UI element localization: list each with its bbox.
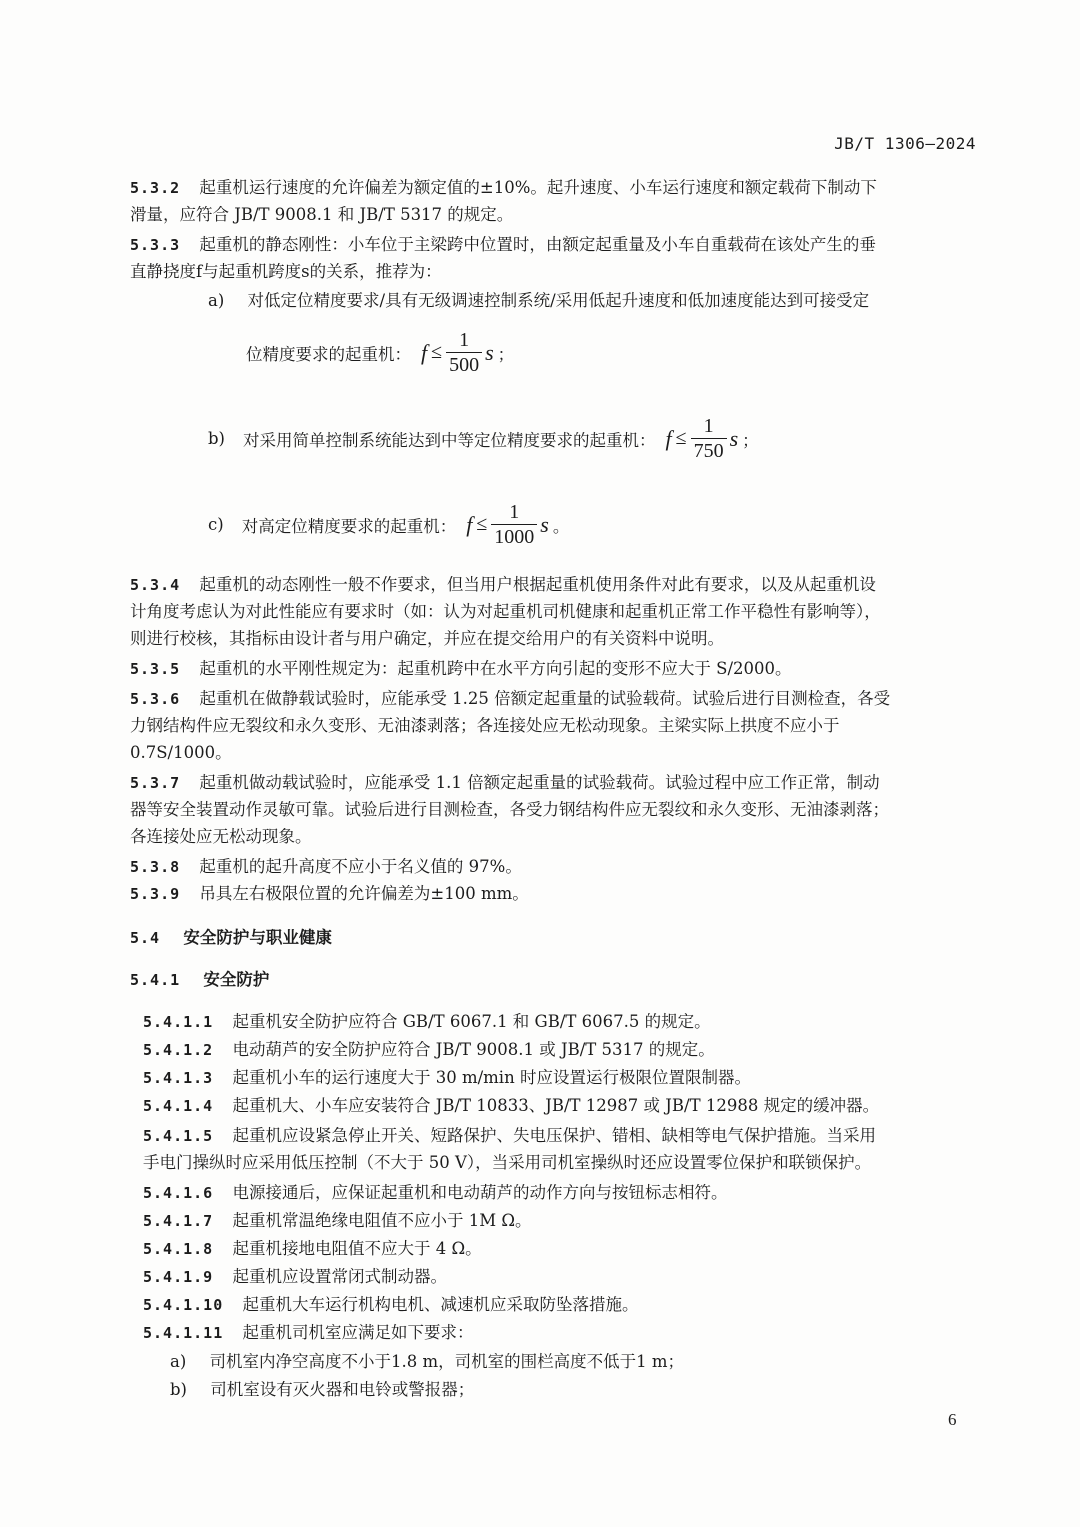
section-number: 5.4.1 (130, 971, 181, 989)
clause-number: 5.3.8 (130, 858, 181, 876)
clause-number: 5.3.4 (130, 576, 181, 594)
span-symbol: s (485, 339, 494, 365)
section-heading-5-4 (130, 927, 332, 949)
clause-5-4-1-9 (143, 1266, 447, 1288)
clause-text: 起重机的静态刚性：小车位于主梁跨中位置时，由额定起重量及小车自重载荷在该处产生的垂 (199, 235, 876, 254)
clause-5-4-1-8 (143, 1238, 482, 1260)
list-item-b (170, 1379, 474, 1401)
numerator: 1 (509, 501, 520, 523)
clause-text: 起重机安全防护应符合 GB/T 6067.1 和 GB/T 6067.5 的规定。 (232, 1012, 711, 1031)
formula-b (208, 414, 759, 463)
leq-symbol: ≤ (476, 513, 488, 535)
formula-end: 。 (552, 516, 570, 536)
formula-prefix: 对采用简单控制系统能达到中等定位精度要求的起重机： (243, 430, 656, 450)
clause-number: 5.4.1.2 (143, 1041, 214, 1059)
clause-number: 5.4.1.11 (143, 1324, 224, 1342)
numerator: 1 (459, 329, 470, 351)
clause-number: 5.4.1.6 (143, 1184, 214, 1202)
clause-number: 5.3.6 (130, 690, 181, 708)
clause-text: 起重机做动载试验时，应能承受 1.1 倍额定起重量的试验载荷。试验过程中应工作正常，制动 (199, 773, 880, 792)
clause-text-cont: 0.7S/1000。 (130, 743, 232, 762)
doc-code-header: JB/T 1306—2024 (834, 134, 976, 153)
clause-5-3-5 (130, 658, 792, 680)
clause-5-3-6 (130, 688, 890, 710)
clause-text-cont: 器等安全装置动作灵敏可靠。试验后进行目测检查，各受力钢结构件应无裂纹和永久变形、无油漆剥落； (130, 800, 889, 819)
denominator: 750 (691, 438, 727, 463)
deflection-symbol: f (421, 339, 428, 365)
clause-5-4-1-11 (143, 1322, 474, 1344)
clause-5-3-3 (130, 234, 876, 256)
clause-number: 5.4.1.3 (143, 1069, 214, 1087)
clause-text-cont: 手电门操纵时应采用低压控制（不大于 50 V），当采用司机室操纵时还应设置零位保护和联锁保护。 (143, 1153, 872, 1172)
clause-number: 5.4.1.10 (143, 1296, 224, 1314)
clause-text-cont: 则进行校核，其指标由设计者与用户确定，并应在提交给用户的有关资料中说明。 (130, 629, 724, 648)
section-title: 安全防护与职业健康 (183, 929, 332, 947)
clause-5-4-1-3 (143, 1067, 751, 1089)
clause-text-cont: 滑量，应符合 JB/T 9008.1 和 JB/T 5317 的规定。 (130, 205, 514, 224)
clause-text: 起重机司机室应满足如下要求： (242, 1323, 474, 1342)
list-item-a (208, 290, 869, 312)
clause-text: 起重机的起升高度不应小于名义值的 97%。 (199, 857, 522, 876)
clause-number: 5.3.9 (130, 885, 181, 903)
item-text: 司机室设有灭火器和电铃或警报器； (210, 1380, 475, 1399)
clause-text: 电源接通后，应保证起重机和电动葫芦的动作方向与按钮标志相符。 (232, 1183, 728, 1202)
clause-text: 起重机的水平刚性规定为：起重机跨中在水平方向引起的变形不应大于 S/2000。 (199, 659, 792, 678)
clause-text-cont: 力钢结构件应无裂纹和永久变形、无油漆剥落；各连接处应无松动现象。主梁实际上拱度不应小于 (130, 716, 840, 735)
clause-text: 起重机大、小车应安装符合 JB/T 10833、JB/T 12987 或 JB/T 12988 规定的缓冲器。 (232, 1096, 880, 1115)
clause-5-4-1-6 (143, 1182, 727, 1204)
clause-text: 起重机常温绝缘电阻值不应小于 1M Ω。 (232, 1211, 532, 1230)
clause-5-4-1-1 (143, 1011, 711, 1033)
clause-number: 5.3.2 (130, 179, 181, 197)
item-label: a) (170, 1352, 187, 1371)
clause-text: 电动葫芦的安全防护应符合 JB/T 9008.1 或 JB/T 5317 的规定。 (232, 1040, 715, 1059)
clause-number: 5.4.1.1 (143, 1013, 214, 1031)
clause-5-4-1-2 (143, 1039, 715, 1061)
clause-number: 5.4.1.7 (143, 1212, 214, 1230)
item-text: 对低定位精度要求/具有无级调速控制系统/采用低起升速度和低加速度能达到可接受定 (247, 291, 870, 310)
span-symbol: s (729, 425, 739, 451)
formula-prefix: 对高定位精度要求的起重机： (241, 516, 457, 536)
clause-5-3-2 (130, 177, 877, 199)
clause-5-4-1-4 (143, 1095, 879, 1117)
formula-end: ； (497, 344, 515, 364)
deflection-symbol: f (466, 511, 473, 537)
formula-a (246, 328, 514, 377)
clause-text: 起重机大车运行机构电机、减速机应采取防坠落措施。 (242, 1295, 639, 1314)
section-title: 安全防护 (203, 971, 270, 989)
item-text: 司机室内净空高度不小于1.8 m，司机室的围栏高度不低于1 m； (209, 1352, 685, 1371)
item-label: b) (170, 1380, 187, 1399)
clause-text: 起重机应设置常闭式制动器。 (232, 1267, 447, 1286)
item-label: a) (208, 291, 225, 310)
clause-text: 起重机的动态刚性一般不作要求，但当用户根据起重机使用条件对此有要求，以及从起重机设 (199, 575, 876, 594)
denominator: 500 (446, 352, 482, 377)
clause-text: 吊具左右极限位置的允许偏差为±100 mm。 (199, 884, 529, 903)
fraction (446, 328, 482, 377)
formula-end: ； (742, 430, 759, 450)
clause-number: 5.4.1.5 (143, 1127, 214, 1145)
clause-5-3-9 (130, 883, 529, 905)
clause-text: 起重机运行速度的允许偏差为额定值的±10%。起升速度、小车运行速度和额定载荷下制动下 (199, 178, 877, 197)
formula-c (208, 500, 569, 549)
section-heading-5-4-1 (130, 969, 269, 991)
clause-text: 起重机应设紧急停止开关、短路保护、失电压保护、错相、缺相等电气保护措施。当采用 (232, 1126, 876, 1145)
denominator: 1000 (491, 524, 537, 549)
leq-symbol: ≤ (675, 427, 687, 449)
fraction (491, 500, 537, 549)
item-label: c) (208, 515, 224, 534)
clause-5-3-7 (130, 772, 880, 794)
item-label: b) (208, 429, 225, 448)
clause-number: 5.3.7 (130, 774, 181, 792)
clause-5-3-8 (130, 856, 522, 878)
clause-text-cont: 直静挠度f与起重机跨度s的关系，推荐为： (130, 262, 442, 281)
clause-text: 起重机在做静载试验时，应能承受 1.25 倍额定起重量的试验载荷。试验后进行目测检查，各受 (199, 689, 891, 708)
deflection-symbol: f (665, 425, 672, 451)
clause-number: 5.3.3 (130, 236, 181, 254)
section-number: 5.4 (130, 929, 161, 947)
numerator: 1 (703, 415, 714, 437)
leq-symbol: ≤ (431, 341, 443, 363)
fraction (691, 414, 727, 463)
clause-5-4-1-10 (143, 1294, 639, 1316)
clause-number: 5.4.1.4 (143, 1097, 214, 1115)
clause-text-cont: 各连接处应无松动现象。 (130, 827, 312, 846)
clause-text: 起重机接地电阻值不应大于 4 Ω。 (232, 1239, 482, 1258)
list-item-a (170, 1351, 684, 1373)
clause-5-4-1-7 (143, 1210, 532, 1232)
formula-prefix: 位精度要求的起重机： (246, 344, 411, 364)
clause-5-4-1-5 (143, 1125, 876, 1147)
clause-text-cont: 计角度考虑认为对此性能应有要求时（如：认为对起重机司机健康和起重机正常工作平稳性有影响等）， (130, 602, 881, 621)
clause-text: 起重机小车的运行速度大于 30 m/min 时应设置运行极限位置限制器。 (232, 1068, 751, 1087)
clause-number: 5.3.5 (130, 660, 181, 678)
page-number: 6 (948, 1410, 957, 1429)
clause-number: 5.4.1.8 (143, 1240, 214, 1258)
span-symbol: s (540, 511, 549, 537)
clause-5-3-4 (130, 574, 876, 596)
clause-number: 5.4.1.9 (143, 1268, 214, 1286)
